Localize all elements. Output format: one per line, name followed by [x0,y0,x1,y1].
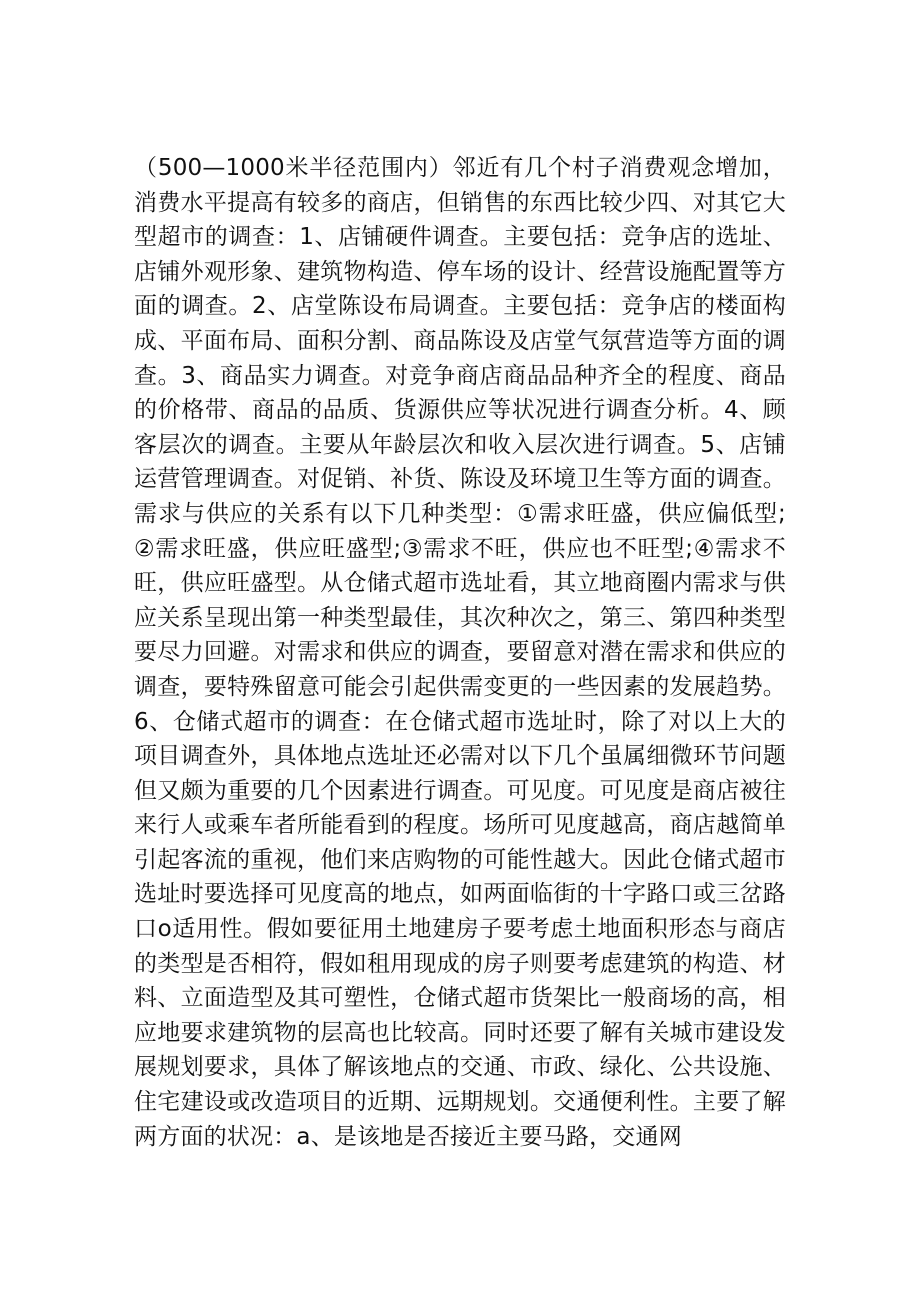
body-paragraph: （500—1000米半径范围内）邻近有几个村子消费观念增加，消费水平提高有较多的商店，但销售的东西比较少四、对其它大型超市的调查：1、店铺硬件调查。主要包括：竞争店的选址、店铺外观形象、建筑物构造、停车场的设计、经营设施配置等方面的调查。2、店堂陈设布局调查。主要包括：竞争店的楼面构成、平面布局、面积分割、商品陈设及店堂气氛营造等方面的调查。3、商品实力调查。对竞争商店商品品种齐全的程度、商品的价格带、商品的品质、货源供应等状况进行调查分析。4、顾客层次的调查。主要从年龄层次和收入层次进行调查。5、店铺运营管理调查。对促销、补货、陈设及环境卫生等方面的调查。需求与供应的关系有以下几种类型：①需求旺盛，供应偏低型;②需求旺盛，供应旺盛型;③需求不旺，供应也不旺型;④需求不旺，供应旺盛型。从仓储式超市选址看，其立地商圈内需求与供应关系呈现出第一种类型最佳，其次种次之，第三、第四种类型要尽力回避。对需求和供应的调查，要留意对潜在需求和供应的调查，要特殊留意可能会引起供需变更的一些因素的发展趋势。6、仓储式超市的调查：在仓储式超市选址时，除了对以上大的项目调查外，具体地点选址还必需对以下几个虽属细微环节问题但又颇为重要的几个因素进行调查。可见度。可见度是商店被往来行人或乘车者所能看到的程度。场所可见度越高，商店越简单引起客流的重视，他们来店购物的可能性越大。因此仓储式超市选址时要选择可见度高的地点，如两面临街的十字路口或三岔路口o适用性。假如要征用土地建房子要考虑土地面积形态与商店的类型是否相符，假如租用现成的房子则要考虑建筑的构造、材料、立面造型及其可塑性，仓储式超市货架比一般商场的高，相应地要求建筑物的层高也比较高。同时还要了解有关城市建设发展规划要求，具体了解该地点的交通、市政、绿化、公共设施、住宅建设或改造项目的近期、远期规划。交通便利性。主要了解两方面的状况：a、是该地是否接近主要马路，交通网 [134,155,786,1150]
